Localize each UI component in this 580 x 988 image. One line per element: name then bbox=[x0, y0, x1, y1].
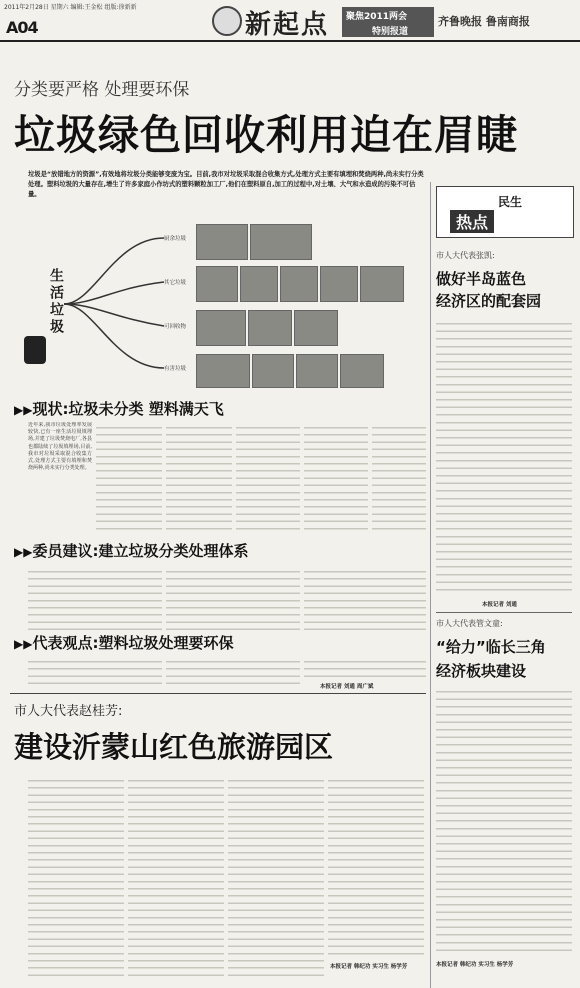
body-col-3 bbox=[166, 422, 232, 534]
photo-kitchen-1 bbox=[196, 224, 248, 260]
photo-recyclable-2 bbox=[248, 310, 292, 346]
sidebar-story2-body bbox=[436, 686, 572, 956]
double-triangle-icon: ▶▶ bbox=[14, 637, 33, 651]
photo-hazardous-4 bbox=[340, 354, 384, 388]
body-col-1: 近年来,我市垃圾处理率发展较快,已有一座生活垃圾填埋场,并建了垃圾焚烧电厂,各县也都陆续了垃圾填埋场,目前,我市对垃圾采取混合收集方式,处理方式主要有填埋和焚烧两种,尚未实行分类处理。 bbox=[28, 422, 92, 472]
body-col-6 bbox=[372, 422, 426, 534]
body-block-2b bbox=[166, 566, 300, 636]
body-col-2 bbox=[96, 422, 162, 534]
body-block-3a bbox=[28, 656, 162, 690]
photo-hazardous-1 bbox=[196, 354, 250, 388]
divider bbox=[10, 693, 426, 694]
article-kicker: 分类要严格 处理要环保 bbox=[14, 80, 190, 100]
section-brand: 新起点 bbox=[245, 10, 330, 40]
photo-hazardous-2 bbox=[252, 354, 294, 388]
body-block-2a bbox=[28, 566, 162, 636]
section-heading-3: ▶▶代表观点:塑料垃圾处理要环保 bbox=[14, 634, 234, 652]
sidebar-story1-kicker: 市人大代表张凯: bbox=[436, 251, 495, 260]
paper-name: 齐鲁晚报 鲁南商报 bbox=[438, 15, 530, 28]
sidebar-story2-byline: 本报记者 韩纪功 实习生 杨学芳 bbox=[436, 962, 514, 968]
hotspot-subtitle: 热点 bbox=[450, 210, 494, 233]
diagram-branches bbox=[64, 218, 174, 390]
divider bbox=[436, 612, 572, 613]
sidebar-story2-head-2: 经济板块建设 bbox=[436, 662, 527, 680]
section-heading-2: ▶▶委员建议:建立垃圾分类处理体系 bbox=[14, 542, 249, 560]
sidebar-story1-head-1: 做好半岛蓝色 bbox=[436, 270, 527, 288]
double-triangle-icon: ▶▶ bbox=[14, 403, 33, 417]
diagram-center-label: 生活垃圾 bbox=[48, 268, 64, 336]
body-col-4 bbox=[236, 422, 300, 534]
body-block-3b bbox=[166, 656, 300, 690]
bottom-kicker: 市人大代表赵桂芳: bbox=[14, 704, 123, 719]
category-hazardous: 有害垃圾 bbox=[164, 366, 187, 372]
article-lead: 垃圾是“放错地方的资源”,有效地将垃圾分类能够变废为宝。目前,我市对垃圾采取混合收集方式,处理方式主要有填埋和焚烧两种,尚未实行分类处理。塑料垃圾的大量存在,增生了许多家庭小作坊式的塑料颗粒加工厂,他们在塑料原自,加工的过程中,对土壤、大气和水造成的污染不可估量。 bbox=[28, 171, 424, 198]
body-col-5 bbox=[304, 422, 368, 534]
emblem-icon bbox=[212, 6, 242, 36]
category-other: 其它垃圾 bbox=[164, 280, 187, 286]
sidebar-story1-byline: 本报记者 刘通 bbox=[482, 602, 517, 608]
bottom-col-2 bbox=[128, 775, 224, 980]
sidebar-story1-body bbox=[436, 318, 572, 596]
sidebar-story2-head-1: “给力”临长三角 bbox=[436, 638, 546, 656]
photo-other-1 bbox=[196, 266, 238, 302]
bottom-col-1 bbox=[28, 775, 124, 980]
sidebar-story1-head-2: 经济区的配套园 bbox=[436, 292, 542, 310]
byline-1: 本报记者 刘通 周广斌 bbox=[320, 684, 374, 690]
photo-other-4 bbox=[320, 266, 358, 302]
byline-2: 本报记者 韩纪功 实习生 杨学芳 bbox=[330, 964, 408, 970]
photo-other-5 bbox=[360, 266, 404, 302]
banner-top: 聚焦2011两会 bbox=[346, 12, 408, 22]
photo-other-3 bbox=[280, 266, 318, 302]
bottom-col-3 bbox=[228, 775, 324, 980]
body-block-2c bbox=[304, 566, 426, 636]
sidebar-story2-kicker: 市人大代表管文童: bbox=[436, 619, 503, 628]
photo-recyclable-3 bbox=[294, 310, 338, 346]
photo-hazardous-3 bbox=[296, 354, 338, 388]
photo-other-2 bbox=[240, 266, 278, 302]
bottom-col-4 bbox=[328, 775, 424, 955]
category-kitchen: 厨余垃圾 bbox=[164, 236, 187, 242]
banner-sub: 特别报道 bbox=[372, 27, 409, 37]
waste-sorting-diagram bbox=[14, 218, 414, 390]
category-recyclable: 可回收物 bbox=[164, 324, 187, 330]
bottom-headline: 建设沂蒙山红色旅游园区 bbox=[14, 730, 334, 764]
photo-recyclable-1 bbox=[196, 310, 246, 346]
section-heading-1: ▶▶现状:垃圾未分类 塑料满天飞 bbox=[14, 400, 224, 418]
page-number: A04 bbox=[6, 18, 38, 37]
dateline: 2011年2月28日 星期六 编辑:王金松 组版:徐新新 bbox=[4, 4, 137, 11]
photo-kitchen-2 bbox=[250, 224, 312, 260]
hotspot-title: 民生 bbox=[498, 195, 523, 209]
double-triangle-icon: ▶▶ bbox=[14, 545, 33, 559]
body-block-3c bbox=[304, 656, 426, 680]
trash-bin-icon bbox=[24, 336, 46, 364]
article-headline: 垃圾绿色回收利用迫在眉睫 bbox=[14, 111, 518, 159]
